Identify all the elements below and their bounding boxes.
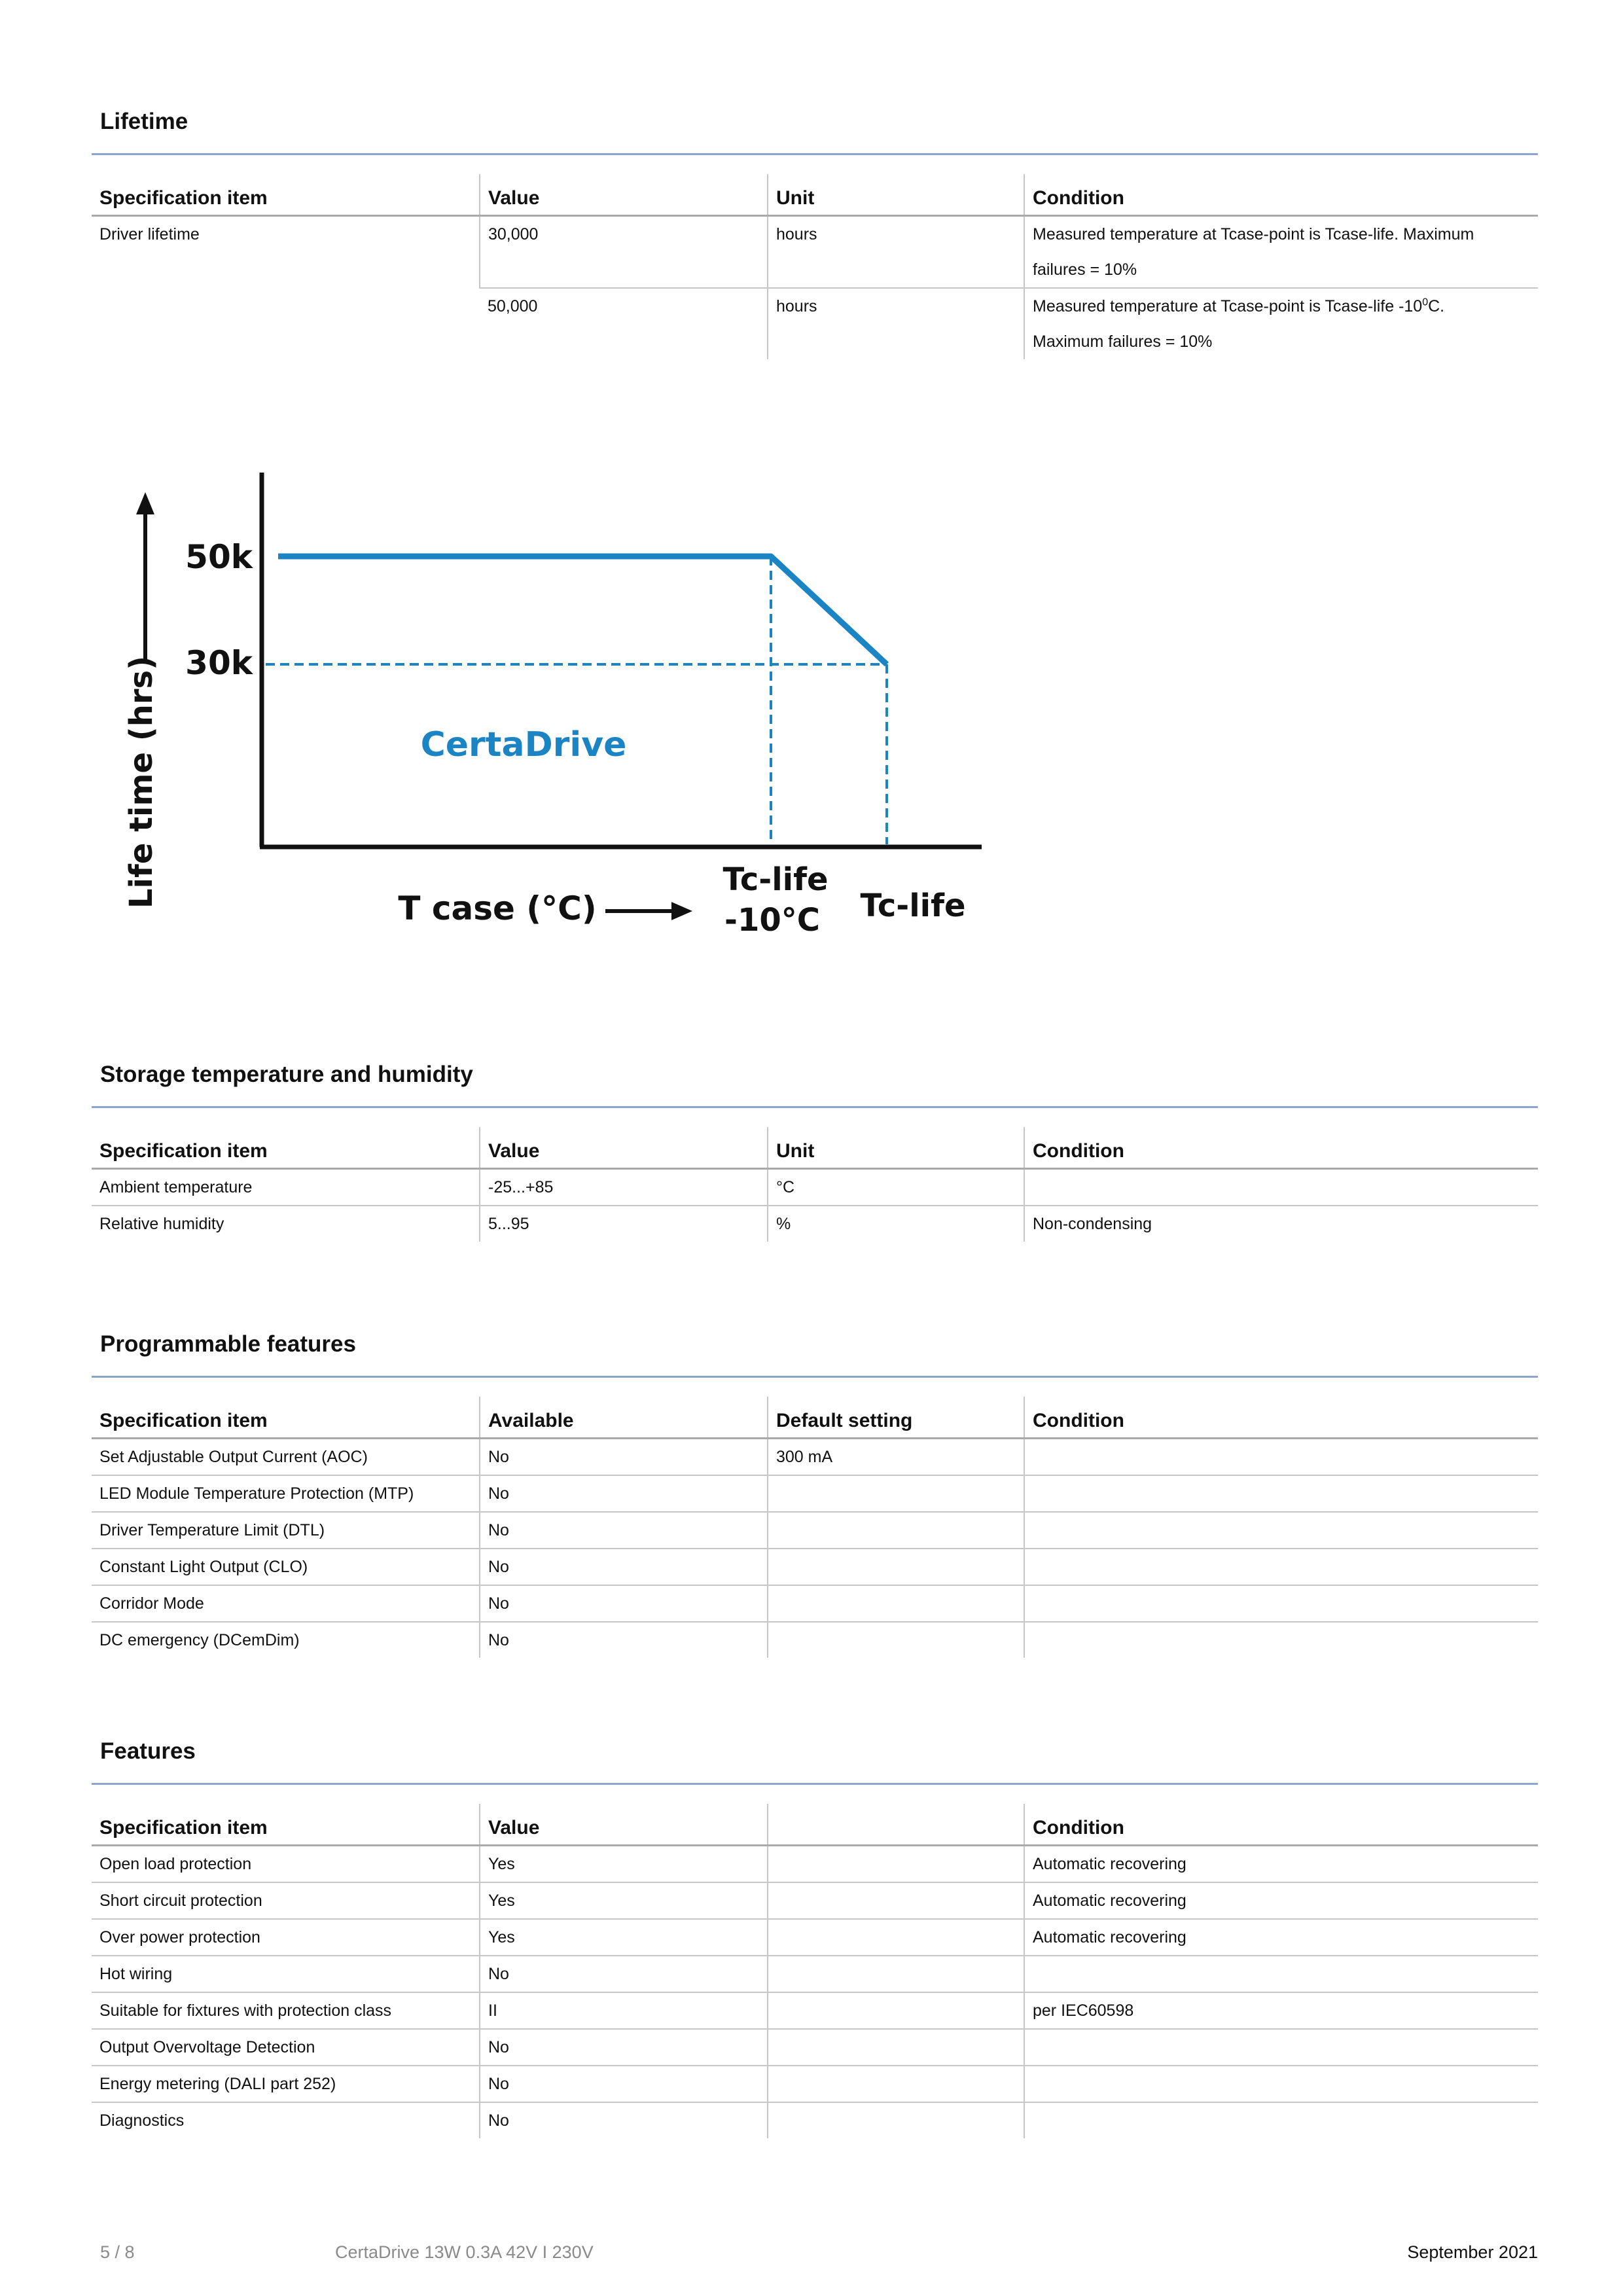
cell-available: No	[480, 1549, 768, 1585]
y-axis-arrowhead-icon	[136, 492, 154, 514]
table-row	[92, 2029, 1538, 2066]
cell-item: Driver Temperature Limit (DTL)	[92, 1512, 480, 1549]
programmable-title: Programmable features	[100, 1331, 356, 1357]
cell-unit: hours	[768, 288, 1024, 359]
cell-value	[480, 288, 768, 359]
lifetime-rule	[92, 153, 1538, 155]
table-row	[92, 1846, 1538, 1883]
table-row	[92, 1622, 1538, 1658]
col-header: Specification item	[92, 1804, 480, 1846]
cell-default	[768, 1512, 1024, 1549]
cell-value: -25...+85	[480, 1169, 768, 1206]
col-header: Condition	[1024, 1127, 1538, 1169]
footer-date: September 2021	[1407, 2242, 1538, 2262]
cell-default	[768, 1549, 1024, 1585]
storage-rule	[92, 1106, 1538, 1108]
cell-condition: Automatic recovering	[1024, 1846, 1538, 1883]
condition-text-end: C.	[1428, 297, 1445, 315]
programmable-table	[92, 1397, 1538, 1658]
cell-available: No	[480, 1512, 768, 1549]
table-row	[92, 2102, 1538, 2138]
cell-condition	[1024, 1169, 1538, 1206]
cell-empty	[768, 2102, 1024, 2138]
lifetime-title: Lifetime	[100, 109, 188, 134]
cell-empty	[768, 1956, 1024, 1992]
cell-value: No	[480, 2066, 768, 2102]
cell-empty	[768, 1919, 1024, 1956]
col-header: Specification item	[92, 1127, 480, 1169]
cell-available: No	[480, 1585, 768, 1622]
footer-page-number: 5 / 8	[100, 2242, 135, 2262]
table-row	[92, 1992, 1538, 2029]
cell-default	[768, 1585, 1024, 1622]
cell-value: II	[480, 1992, 768, 2029]
cell-item: Constant Light Output (CLO)	[92, 1549, 480, 1585]
cell-value: Yes	[480, 1919, 768, 1956]
chart-title: CertaDrive	[420, 725, 627, 764]
cell-item: Suitable for fixtures with protection class	[92, 1992, 480, 2029]
storage-title: Storage temperature and humidity	[100, 1062, 473, 1087]
cell-item: DC emergency (DCemDim)	[99, 1631, 300, 1649]
table-row	[92, 1585, 1538, 1622]
col-header: Unit	[768, 1127, 1024, 1169]
cell-item: Over power protection	[92, 1919, 480, 1956]
lifetime-table	[92, 174, 1538, 359]
condition-line: Maximum failures = 10%	[1033, 332, 1213, 351]
cell-condition	[1024, 2066, 1538, 2102]
cell-empty	[768, 2029, 1024, 2066]
cell-condition	[1024, 1585, 1538, 1622]
cell-condition: Automatic recovering	[1024, 1882, 1538, 1919]
x-axis-arrowhead-icon	[671, 902, 692, 920]
col-header: Specification item	[92, 174, 480, 216]
table-row	[92, 1956, 1538, 1992]
y-tick-label: 50k	[185, 538, 253, 576]
cell-condition: Non-condensing	[1024, 1206, 1538, 1242]
col-header	[768, 1804, 1024, 1846]
table-header-row	[92, 1804, 1538, 1846]
table-row	[92, 1475, 1538, 1512]
features-title: Features	[100, 1738, 196, 1764]
cell-default	[768, 1475, 1024, 1512]
cell-available: No	[480, 1475, 768, 1512]
cell-condition	[1024, 1956, 1538, 1992]
series-line	[278, 556, 887, 664]
table-row	[92, 1169, 1538, 1206]
cell-unit: hours	[768, 216, 1024, 289]
x-axis-label: T case (°C)	[398, 889, 597, 927]
cell-value: 5...95	[480, 1206, 768, 1242]
footer-product: CertaDrive 13W 0.3A 42V I 230V	[335, 2242, 594, 2262]
table-row	[92, 1919, 1538, 1956]
condition-text: Measured temperature at Tcase-point is Tcase-life -10	[1033, 297, 1423, 315]
col-header: Value	[480, 1804, 768, 1846]
cell-value: Yes	[480, 1882, 768, 1919]
cell-condition	[1024, 2102, 1538, 2138]
cell-value: No	[480, 2029, 768, 2066]
col-header: Value	[480, 1127, 768, 1169]
y-tick-label: 30k	[185, 644, 253, 682]
cell-item: Relative humidity	[99, 1215, 224, 1233]
table-row	[92, 216, 1538, 289]
programmable-rule	[92, 1376, 1538, 1378]
cell-item: LED Module Temperature Protection (MTP)	[92, 1475, 480, 1512]
table-row	[92, 1882, 1538, 1919]
cell-condition	[1024, 216, 1538, 289]
condition-line: failures = 10%	[1033, 260, 1137, 279]
cell-unit: °C	[768, 1169, 1024, 1206]
table-header-row	[92, 174, 1538, 216]
cell-item: Set Adjustable Output Current (AOC)	[92, 1439, 480, 1476]
cell-item: Ambient temperature	[92, 1169, 480, 1206]
cell-empty	[768, 2066, 1024, 2102]
cell-condition	[1024, 2029, 1538, 2066]
cell-empty	[768, 1992, 1024, 2029]
col-header: Available	[480, 1397, 768, 1439]
col-header: Value	[480, 174, 768, 216]
y-axis-label: Life time (hrs)	[123, 655, 160, 909]
x-tick-label: -10°C	[724, 902, 820, 939]
cell-available: No	[480, 1439, 768, 1476]
storage-table	[92, 1127, 1538, 1242]
features-table	[92, 1804, 1538, 2138]
cell-condition: per IEC60598	[1024, 1992, 1538, 2029]
table-row	[92, 1206, 1538, 1242]
cell-default	[768, 1622, 1024, 1658]
cell-condition	[1024, 1439, 1538, 1476]
cell-condition	[1024, 1512, 1538, 1549]
table-row	[92, 1439, 1538, 1476]
table-header-row	[92, 1127, 1538, 1169]
cell-value: Yes	[480, 1846, 768, 1883]
condition-line: Measured temperature at Tcase-point is Tcase-life. Maximum	[1033, 225, 1474, 243]
cell-empty	[768, 1846, 1024, 1883]
condition-line	[1033, 289, 1530, 324]
condition-superscript: 0	[1422, 296, 1429, 308]
col-header: Default setting	[768, 1397, 1024, 1439]
cell-condition	[1024, 1622, 1538, 1658]
cell-condition	[1024, 1549, 1538, 1585]
cell-value: 30,000	[480, 216, 768, 289]
cell-item: Driver lifetime	[99, 225, 200, 243]
cell-unit: %	[768, 1206, 1024, 1242]
col-header: Condition	[1024, 174, 1538, 216]
cell-item: Energy metering (DALI part 252)	[92, 2066, 480, 2102]
col-header: Condition	[1024, 1804, 1538, 1846]
table-row	[92, 1512, 1538, 1549]
cell-value-text: 50,000	[488, 297, 538, 315]
table-row	[92, 2066, 1538, 2102]
cell-value: No	[480, 2102, 768, 2138]
cell-item: Hot wiring	[92, 1956, 480, 1992]
cell-condition	[1024, 288, 1538, 359]
table-header-row	[92, 1397, 1538, 1439]
x-tick-label: Tc-life	[860, 888, 966, 924]
col-header: Specification item	[92, 1397, 480, 1439]
cell-condition	[1024, 1475, 1538, 1512]
cell-available: No	[480, 1622, 768, 1658]
cell-item: Diagnostics	[99, 2111, 185, 2130]
col-header: Condition	[1024, 1397, 1538, 1439]
cell-default: 300 mA	[768, 1439, 1024, 1476]
cell-empty	[768, 1882, 1024, 1919]
table-row	[92, 1549, 1538, 1585]
lifetime-chart	[111, 458, 1027, 956]
x-tick-label: Tc-life	[722, 861, 829, 898]
cell-item: Corridor Mode	[92, 1585, 480, 1622]
cell-item: Output Overvoltage Detection	[92, 2029, 480, 2066]
cell-item: Short circuit protection	[92, 1882, 480, 1919]
cell-condition: Automatic recovering	[1024, 1919, 1538, 1956]
col-header: Unit	[768, 174, 1024, 216]
features-rule	[92, 1783, 1538, 1785]
cell-value: No	[480, 1956, 768, 1992]
cell-item: Open load protection	[92, 1846, 480, 1883]
